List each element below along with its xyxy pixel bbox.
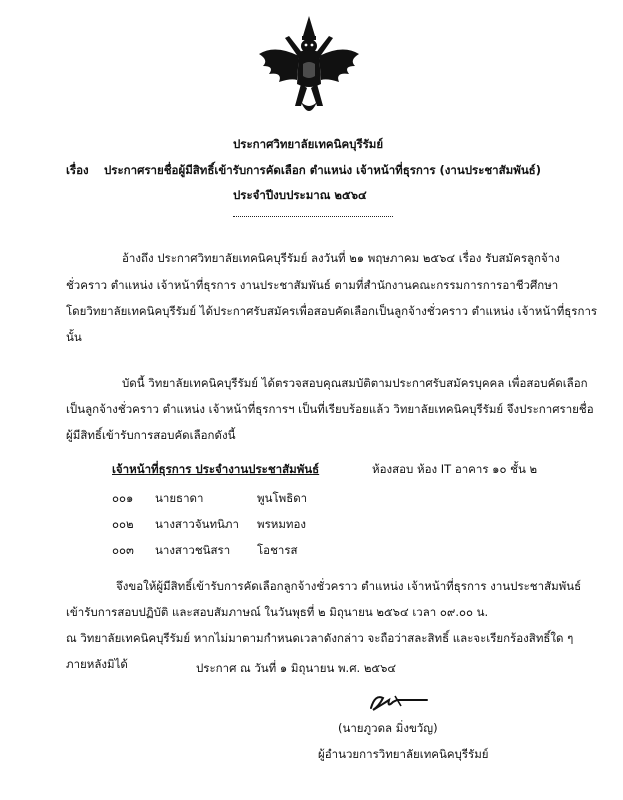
document-title: ประกาศวิทยาลัยเทคนิคบุรีรัมย์ [233, 137, 384, 151]
para2-line: บัดนี้ วิทยาลัยเทคนิคบุรีรัมย์ ได้ตรวจสอบคุณสมบัติตามประกาศรับสมัครบุคคล เพื่อสอบคัดเลือก [122, 376, 588, 390]
subject-text: ประกาศรายชื่อผู้มีสิทธิ์เข้ารับการคัดเลือก ตำแหน่ง เจ้าหน้าที่ธุรการ (งานประชาสัมพันธ์) [104, 163, 541, 177]
para3-line: เข้ารับการสอบปฏิบัติ และสอบสัมภาษณ์ ในวันพุธที่ ๒ มิถุนายน ๒๕๖๔ เวลา ๐๙.๐๐ น. [66, 605, 489, 619]
candidate-name: นางสาวจันทนิภา [155, 517, 239, 531]
para2-line: ผู้มีสิทธิ์เข้ารับการสอบคัดเลือกดังนี้ [66, 428, 236, 442]
position-heading: เจ้าหน้าที่ธุรการ ประจำงานประชาสัมพันธ์ [112, 462, 320, 476]
para1-line: อ้างถึง ประกาศวิทยาลัยเทคนิคบุรีรัมย์ ลงวันที่ ๒๑ พฤษภาคม ๒๕๖๔ เรื่อง รับสมัครลูกจ้าง [122, 251, 560, 265]
fiscal-year: ประจำปีงบประมาณ ๒๕๖๔ [233, 188, 367, 202]
announce-date: ประกาศ ณ วันที่ ๑ มิถุนายน พ.ศ. ๒๕๖๔ [196, 661, 397, 675]
para1-line: นั้น [66, 330, 82, 344]
signature-icon [365, 690, 435, 716]
para3-line: ภายหลังมิได้ [66, 657, 128, 671]
candidate-name: นายธาดา [155, 491, 204, 505]
para1-line: โดยวิทยาลัยเทคนิคบุรีรัมย์ ได้ประกาศรับสมัครเพื่อสอบคัดเลือกเป็นลูกจ้างชั่วคราว ตำแหน่ง เจ้าหน้าที่ธุรการ [66, 304, 598, 318]
signer-position: ผู้อำนวยการวิทยาลัยเทคนิคบุรีรัมย์ [318, 747, 489, 761]
header-divider [233, 216, 393, 217]
candidate-surname: พูนโพธิดา [257, 491, 308, 505]
candidate-number: ๐๐๒ [112, 517, 134, 531]
candidate-number: ๐๐๓ [112, 543, 134, 557]
exam-room: ห้องสอบ ห้อง IT อาคาร ๑๐ ชั้น ๒ [372, 462, 538, 476]
candidate-surname: พรหมทอง [257, 517, 307, 531]
para2-line: เป็นลูกจ้างชั่วคราว ตำแหน่ง เจ้าหน้าที่ธุรการฯ เป็นที่เรียบร้อยแล้ว วิทยาลัยเทคนิคบุรีรัมย์ จึงประกาศรายชื่อ [66, 402, 594, 416]
para3-line: จึงขอให้ผู้มีสิทธิ์เข้ารับการคัดเลือกลูกจ้างชั่วคราว ตำแหน่ง เจ้าหน้าที่ธุรการ งานประชาสัมพันธ์ [116, 579, 582, 593]
para3-line: ณ วิทยาลัยเทคนิคบุรีรัมย์ หากไม่มาตามกำหนดเวลาดังกล่าว จะถือว่าสละสิทธิ์ และจะเรียกร้องสิทธิ์ใด ๆ [66, 631, 574, 645]
candidate-surname: โอชารส [257, 543, 298, 557]
garuda-emblem-icon [255, 14, 363, 122]
signer-name: (นายภูวดล มิ่งขวัญ) [338, 721, 438, 735]
candidate-number: ๐๐๑ [112, 491, 134, 505]
candidate-name: นางสาวชนิสรา [155, 543, 231, 557]
para1-line: ชั่วคราว ตำแหน่ง เจ้าหน้าที่ธุรการ งานประชาสัมพันธ์ ตามที่สำนักงานคณะกรรมการการอาชีวศึกษา [66, 278, 559, 292]
subject-label: เรื่อง [66, 163, 89, 177]
